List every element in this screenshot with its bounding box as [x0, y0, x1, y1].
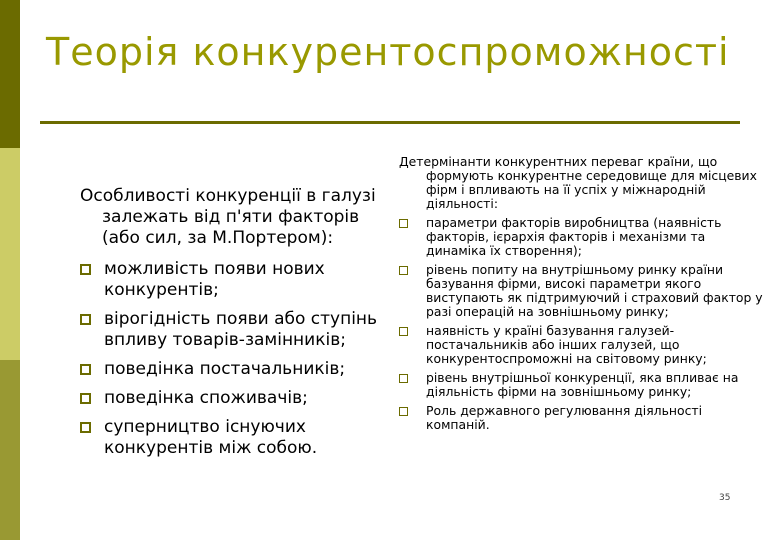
- left-column: [80, 186, 390, 467]
- left-intro: Особливості конкуренції в галузі залежать від п'яти факторів (або сил, за М.Портером):: [80, 186, 376, 248]
- bullet-text: можливість появи нових конкурентів;: [104, 259, 325, 300]
- slide-title: Теорія конкурентоспроможності: [46, 30, 730, 74]
- bullet-text: суперництво існуючих конкурентів між собою.: [104, 417, 318, 458]
- list-item: [399, 263, 769, 319]
- page-number: 35: [719, 493, 731, 503]
- right-bullet-list: [399, 216, 769, 432]
- bullet-text: наявність у країні базування галузей-постачальників або інших галузей, що конкурентоспроможні на світовому ринку;: [426, 323, 707, 366]
- list-item: [399, 371, 769, 399]
- list-item: [399, 404, 769, 432]
- square-bullet-icon: [80, 422, 91, 433]
- list-item: [80, 417, 390, 459]
- right-intro: Детермінанти конкурентних переваг країни, що формують конкурентне середовище для місцевих фірм і впливають на її успіх у міжнародній діяльності:: [399, 154, 757, 211]
- list-item: [80, 388, 390, 409]
- list-item: [80, 359, 390, 380]
- list-item: [399, 216, 769, 258]
- square-bullet-icon: [80, 364, 91, 375]
- bullet-text: поведінка постачальників;: [104, 359, 346, 379]
- bullet-text: параметри факторів виробництва (наявність факторів, ієрархія факторів і механізми та динаміка їх створення);: [426, 215, 722, 258]
- bullet-text: рівень попиту на внутрішньому ринку країни базування фірми, високі параметри якого виступають як підтримуючий і страховий фактор у разі операцій на зовнішньому ринку;: [426, 262, 763, 319]
- square-bullet-icon: [80, 314, 91, 325]
- list-item: [80, 259, 390, 301]
- bullet-text: вірогідність появи або ступінь впливу товарів-замінників;: [104, 309, 378, 350]
- left-bullet-list: [80, 259, 390, 459]
- side-accent-bar-bottom: [0, 360, 20, 540]
- side-accent-bar-middle: [0, 148, 20, 360]
- square-bullet-icon: [399, 407, 408, 416]
- square-bullet-icon: [80, 393, 91, 404]
- square-bullet-icon: [399, 374, 408, 383]
- bullet-text: Роль державного регулювання діяльності компаній.: [426, 403, 703, 432]
- right-column: [399, 155, 769, 437]
- square-bullet-icon: [399, 266, 408, 275]
- square-bullet-icon: [80, 264, 91, 275]
- bullet-text: поведінка споживачів;: [104, 388, 308, 408]
- list-item: [80, 309, 390, 351]
- square-bullet-icon: [399, 327, 408, 336]
- side-accent-bar-top: [0, 0, 20, 148]
- square-bullet-icon: [399, 219, 408, 228]
- bullet-text: рівень внутрішньої конкуренції, яка впливає на діяльність фірми на зовнішньому ринку;: [426, 370, 739, 399]
- list-item: [399, 324, 769, 366]
- title-underline: [40, 121, 740, 124]
